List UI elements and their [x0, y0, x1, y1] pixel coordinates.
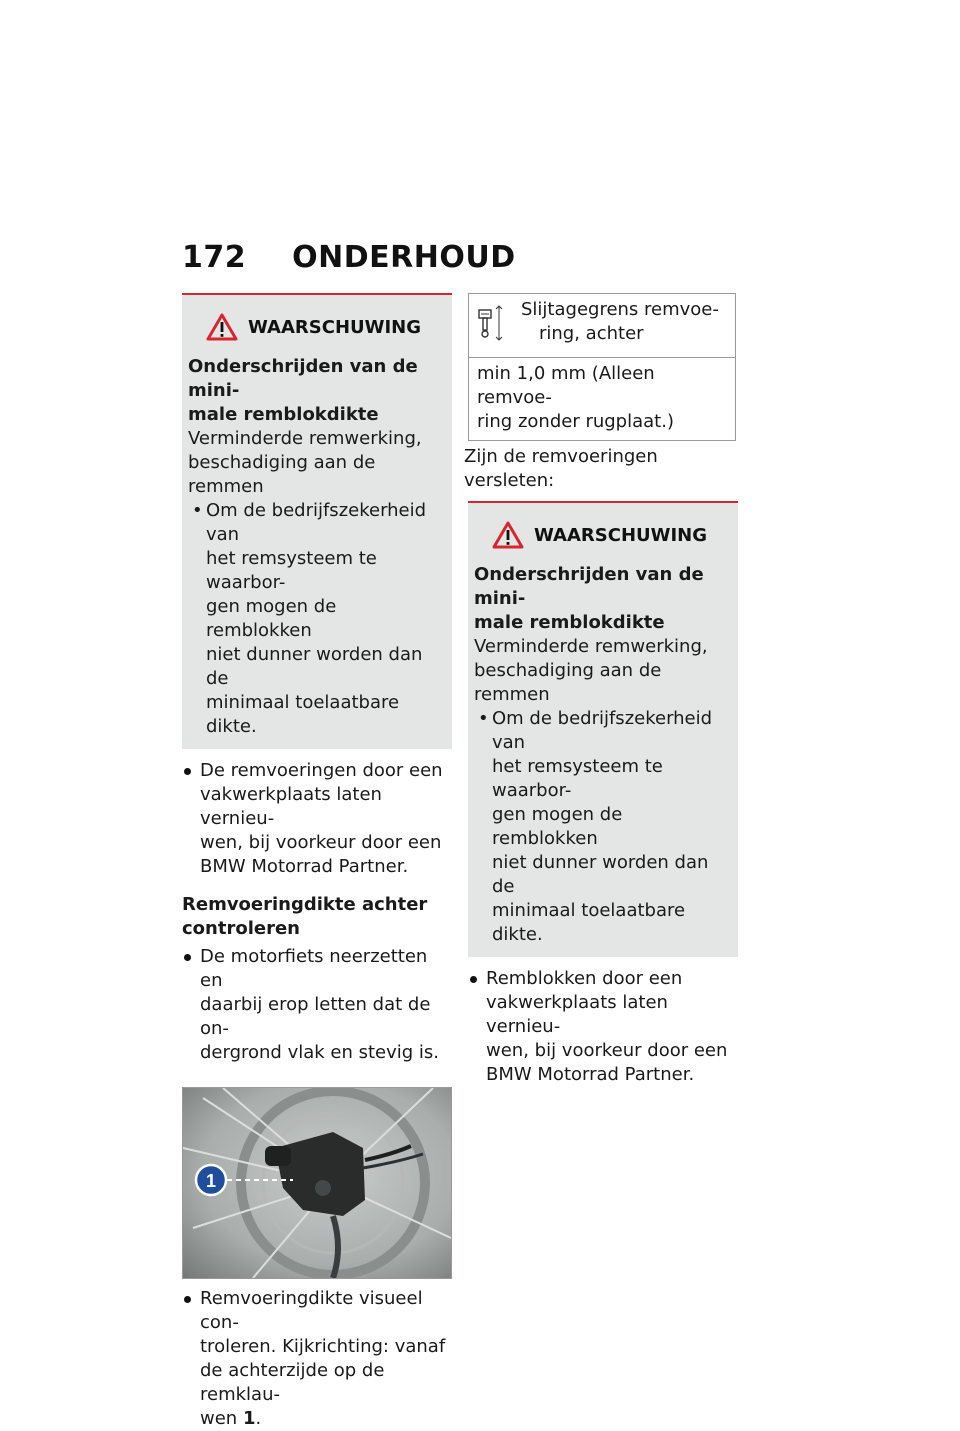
bullet-line: daarbij erop letten dat de on-	[200, 994, 431, 1039]
spec-value-line: ring zonder rugplaat.)	[477, 411, 674, 432]
measurement-gauge-icon	[475, 304, 505, 342]
left-column	[182, 293, 452, 1431]
warning-heading-line: Onderschrijden van de mini-	[474, 564, 704, 609]
section-title: ONDERHOUD	[292, 240, 516, 275]
bullet-line-text: wen	[200, 1408, 243, 1429]
bullet-line: De motorfiets neerzetten en	[200, 946, 428, 991]
intro-text: Zijn de remvoeringen versleten:	[464, 446, 658, 491]
warning-box	[182, 293, 452, 749]
subheading-line: controleren	[182, 918, 300, 939]
spec-value-line: min 1,0 mm (Alleen remvoe-	[477, 363, 655, 408]
spec-label	[515, 294, 736, 358]
bullet-line: wen, bij voorkeur door een	[200, 832, 442, 853]
bullet-line: troleren. Kijkrichting: vanaf	[200, 1336, 446, 1357]
spec-value-row	[469, 358, 736, 441]
warning-text-line: beschadiging aan de remmen	[188, 452, 376, 497]
brake-caliper-photo	[182, 1087, 452, 1279]
warning-box	[468, 501, 738, 957]
warning-bullet-line: het remsysteem te waarbor-	[206, 548, 377, 593]
warning-heading	[474, 563, 732, 635]
warning-bullet-line: • Om de bedrijfszekerheid van	[492, 708, 713, 753]
warning-triangle-icon	[206, 313, 238, 341]
spec-label-line: Slijtagegrens remvoe-	[521, 299, 719, 320]
warning-heading-line: male remblokdikte	[188, 404, 379, 425]
bullet-line-text: .	[255, 1408, 262, 1429]
bullet-park-motorcycle	[182, 945, 452, 1065]
warning-text-line: Verminderde remwerking,	[188, 428, 422, 449]
warning-bullet-line: • Om de bedrijfszekerheid van	[206, 500, 427, 545]
warning-bullet-line: minimaal toelaatbare dikte.	[492, 900, 686, 945]
warning-instruction	[474, 707, 732, 947]
bullet-line: dergrond vlak en stevig is.	[200, 1042, 440, 1063]
warning-text-line: beschadiging aan de remmen	[474, 660, 662, 705]
warning-bullet-line: het remsysteem te waarbor-	[492, 756, 663, 801]
warning-bullet-line: niet dunner worden dan de	[492, 852, 709, 897]
warning-instruction	[188, 499, 446, 739]
warning-heading-line: Onderschrijden van de mini-	[188, 356, 418, 401]
spec-header-row	[469, 294, 736, 358]
reference-number: 1	[242, 1408, 256, 1429]
warning-bullet-line: gen mogen de remblokken	[492, 804, 623, 849]
bullet-line: BMW Motorrad Partner.	[486, 1064, 695, 1085]
warning-header	[492, 521, 732, 549]
bullet-line	[200, 1407, 452, 1431]
page-header	[182, 240, 516, 275]
bullet-line: De remvoeringen door een	[200, 760, 443, 781]
subheading-line: Remvoeringdikte achter	[182, 894, 428, 915]
subheading-rear-check	[182, 893, 452, 941]
page-number: 172	[182, 240, 247, 275]
warning-bullet-line: minimaal toelaatbare dikte.	[206, 692, 400, 737]
warning-title: WAARSCHUWING	[248, 316, 422, 338]
warning-consequence	[474, 635, 732, 707]
bullet-line: de achterzijde op de remklau-	[200, 1360, 385, 1405]
warning-bullet-line: niet dunner worden dan de	[206, 644, 423, 689]
spec-label-line: ring, achter	[539, 323, 644, 344]
wear-limit-table	[468, 293, 736, 441]
bullet-line: Remblokken door een	[486, 968, 683, 989]
brake-caliper-illustration	[183, 1088, 451, 1278]
warning-consequence	[188, 427, 446, 499]
bullet-replace-pads	[468, 967, 738, 1087]
warning-header	[206, 313, 446, 341]
bullet-visual-check	[182, 1287, 452, 1431]
spec-value	[469, 358, 736, 441]
warning-text-line: Verminderde remwerking,	[474, 636, 708, 657]
warning-heading-line: male remblokdikte	[474, 612, 665, 633]
bullet-line: BMW Motorrad Partner.	[200, 856, 409, 877]
bullet-replace-linings	[182, 759, 452, 879]
right-column	[464, 293, 738, 1087]
warning-bullet-line: gen mogen de remblokken	[206, 596, 337, 641]
spec-icon-cell	[469, 294, 516, 358]
bullet-line: Remvoeringdikte visueel con-	[200, 1288, 423, 1333]
warning-triangle-icon	[492, 521, 524, 549]
bullet-line: wen, bij voorkeur door een	[486, 1040, 728, 1061]
bullet-line: vakwerkplaats laten vernieu-	[486, 992, 668, 1037]
figure-callout-label: 1	[205, 1171, 217, 1191]
bullet-line: vakwerkplaats laten vernieu-	[200, 784, 382, 829]
warning-heading	[188, 355, 446, 427]
warning-title: WAARSCHUWING	[534, 524, 708, 546]
